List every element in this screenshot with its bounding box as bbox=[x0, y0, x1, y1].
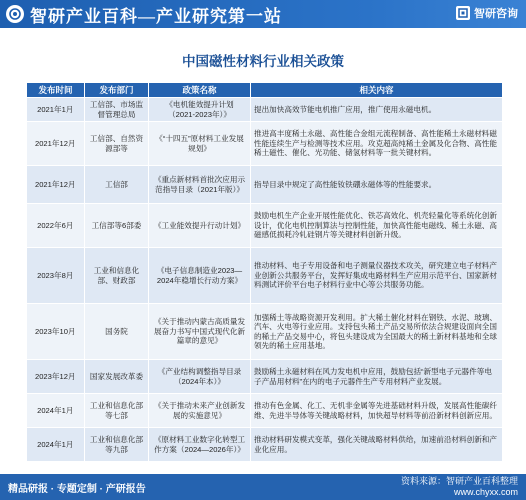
cell-time: 2023年10月 bbox=[27, 304, 85, 360]
brand-logo[interactable] bbox=[456, 5, 518, 21]
source-note: 资料来源：智研产业百科整理 bbox=[400, 476, 518, 486]
cell-time: 2021年12月 bbox=[27, 166, 85, 204]
table-row bbox=[27, 204, 503, 248]
cell-content: 鼓励稀土永磁材料在风力发电机中应用，鼓励包括“新型电子元器件等电子产品用材料”在内的电子元器件生产专用材料产业发展。 bbox=[251, 360, 503, 394]
cell-content: 鼓励电机生产企业开展性能优化、铁芯高效化、机壳轻量化等系统化创新设计，优化电机控制算法与控制性能，加快高性能电磁线、稀土永磁、高磁感低损耗冷轧硅钢片等关键材料创新升级。 bbox=[251, 204, 503, 248]
cell-dept: 工信部、市场监督管理总局 bbox=[85, 98, 149, 122]
cell-policy-name: 《关于推动内蒙古高质量发展奋力书写中国式现代化新篇章的意见》 bbox=[149, 304, 251, 360]
table-title: 中国磁性材料行业相关政策 bbox=[182, 54, 344, 69]
column-header-dept: 发布部门 bbox=[85, 83, 149, 98]
policy-table bbox=[26, 82, 503, 462]
cell-content: 推进高丰度稀土永磁、高性能合金组元流程制备、高性能稀土永磁材料磁性能连续生产与检测等技术应用。攻克超高纯稀土金属及化合物、高性能稀土磁性、催化、光功能、储氢材料等一批关键材料。 bbox=[251, 122, 503, 166]
footer-slogan: 精品研报 · 专题定制 · 产研报告 bbox=[8, 483, 146, 495]
footer-source bbox=[401, 476, 518, 498]
brand-name: 智研咨询 bbox=[474, 8, 518, 20]
cell-time: 2021年1月 bbox=[27, 98, 85, 122]
cell-time: 2023年8月 bbox=[27, 248, 85, 304]
logo-icon bbox=[6, 5, 24, 23]
cell-dept: 工信部等6部委 bbox=[85, 204, 149, 248]
cell-dept: 工业和信息化部等七部 bbox=[85, 394, 149, 428]
table-header-row bbox=[27, 83, 503, 98]
cell-dept: 工业和信息化部等九部 bbox=[85, 428, 149, 462]
banner-title: 智研产业百科—产业研究第一站 bbox=[30, 6, 282, 26]
cell-policy-name: 《产业结构调整指导目录（2024年本）》 bbox=[149, 360, 251, 394]
cell-policy-name: 《电子信息制造业2023—2024年稳增长行动方案》 bbox=[149, 248, 251, 304]
cell-policy-name: 《关于推动未来产业创新发展的实施意见》 bbox=[149, 394, 251, 428]
table-row bbox=[27, 98, 503, 122]
footer-bar bbox=[0, 474, 526, 500]
cell-dept: 国务院 bbox=[85, 304, 149, 360]
table-row bbox=[27, 166, 503, 204]
cell-content: 提出加快高效节能电机推广应用，推广使用永磁电机。 bbox=[251, 98, 503, 122]
cell-time: 2023年12月 bbox=[27, 360, 85, 394]
cell-dept: 工信部 bbox=[85, 166, 149, 204]
table-row bbox=[27, 248, 503, 304]
column-header-content: 相关内容 bbox=[251, 83, 503, 98]
table-row bbox=[27, 360, 503, 394]
table-row bbox=[27, 304, 503, 360]
brand-icon bbox=[456, 6, 470, 20]
cell-policy-name: 《原材料工业数字化转型工作方案（2024—2026年）》 bbox=[149, 428, 251, 462]
cell-content: 推动有色金属、化工、无机非金属等先进基础材料升级，发展高性能碳纤维、先进半导体等关键战略材料，加快超导材料等前沿新材料创新应用。 bbox=[251, 394, 503, 428]
table-row bbox=[27, 428, 503, 462]
cell-policy-name: 《“十四五”原材料工业发展规划》 bbox=[149, 122, 251, 166]
cell-time: 2024年1月 bbox=[27, 428, 85, 462]
logo-glyph-icon bbox=[9, 8, 21, 20]
cell-policy-name: 《电机能效提升计划（2021-2023年）》 bbox=[149, 98, 251, 122]
source-url[interactable]: www.chyxx.com bbox=[453, 487, 518, 497]
table-row bbox=[27, 394, 503, 428]
cell-dept: 工信部、自然资源部等 bbox=[85, 122, 149, 166]
column-header-time: 发布时间 bbox=[27, 83, 85, 98]
cell-content: 加强稀土等战略资源开发利用。扩大稀土催化材料在钢铁、水泥、玻璃、汽车、火电等行业应用。支持包头稀土产品交易所依法合规建设面向全国的稀土产品交易中心，将包头建设成为全国最大的稀土新材料基地和全球领先的稀土应用基地。 bbox=[251, 304, 503, 360]
cell-time: 2021年12月 bbox=[27, 122, 85, 166]
top-banner bbox=[0, 0, 526, 28]
table-row bbox=[27, 122, 503, 166]
cell-content: 指导目录中规定了高性能钕铁硼永磁体等的性能要求。 bbox=[251, 166, 503, 204]
cell-dept: 国家发展改革委 bbox=[85, 360, 149, 394]
cell-content: 推动材料研发模式变革，强化关键战略材料供给，加速前沿材料创新和产业化应用。 bbox=[251, 428, 503, 462]
column-header-name: 政策名称 bbox=[149, 83, 251, 98]
cell-time: 2024年1月 bbox=[27, 394, 85, 428]
cell-policy-name: 《重点新材料首批次应用示范指导目录（2021年版）》 bbox=[149, 166, 251, 204]
cell-dept: 工业和信息化部、财政部 bbox=[85, 248, 149, 304]
cell-policy-name: 《工业能效提升行动计划》 bbox=[149, 204, 251, 248]
cell-content: 推动材料、电子专用设备和电子测量仪器技术攻关，研究建立电子材料产业创新公共服务平台，发挥好集成电路材料生产应用示范平台、国家新材料测试评价平台电子材料行业中心等公共服务功能。 bbox=[251, 248, 503, 304]
cell-time: 2022年6月 bbox=[27, 204, 85, 248]
